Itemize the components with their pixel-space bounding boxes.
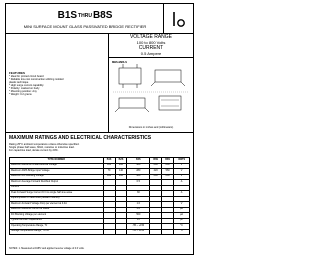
rating-note: Single phase half wave, 60Hz, resistive or inductive load. [9, 146, 75, 149]
value-cell: A [174, 180, 190, 186]
value-cell: °C [174, 224, 190, 230]
company-logo-icon [164, 4, 193, 34]
parameter-cell: Storage Temperature Range, TSTG [10, 229, 104, 235]
value-cell: 200 [115, 174, 127, 180]
feature-item: * Weight: 0.2 grams [9, 93, 32, 96]
value-cell: V [174, 163, 190, 169]
value-cell: pF [174, 218, 190, 224]
parameter-cell: Maximum Forward Voltage Drop per element at 0.4A [10, 202, 104, 208]
package-label: MBS-MBS-S [112, 61, 127, 64]
value-cell: 5.0 [127, 207, 150, 213]
feature-item: * Polarity: marked on body [9, 87, 40, 90]
value-cell [115, 229, 127, 235]
feature-item: * Mounting position: Any [9, 90, 37, 93]
page-subtitle: MINI SURFACE MOUNT GLASS PASSIVATED BRIDGE RECTIFIER [23, 24, 147, 29]
value-cell: V [174, 202, 190, 208]
value-cell [103, 229, 115, 235]
dimensions-note: Dimensions in inches and (millimeters) [128, 126, 174, 129]
value-cell: 280 [127, 169, 150, 175]
rating-note: Rating 25°C ambient temperature unless otherwise specified. [9, 143, 80, 146]
parameter-cell: Maximum Reverse Current at Rated [10, 207, 104, 213]
value-cell: 800 [162, 174, 174, 180]
col-type-number: TYPE NUMBER [10, 158, 104, 164]
value-cell: 500 [127, 213, 150, 219]
value-cell: 100 [103, 163, 115, 169]
voltage-range-value: 100 to 800 Volts [136, 40, 166, 45]
table-row [10, 229, 190, 235]
value-cell: 400 [127, 163, 150, 169]
parameter-cell: Peak Forward Surge Current 8.3 ms single half sine-wave [10, 191, 104, 197]
col-b1s: B1S [103, 158, 115, 164]
col-units: UNITS [174, 158, 190, 164]
parameter-cell: Maximum Recurrent Peak Reverse Voltage [10, 163, 104, 169]
parameter-cell: Maximum DC Blocking Voltage [10, 174, 104, 180]
features-column [6, 34, 109, 132]
ratings-table [9, 157, 190, 235]
page-title [6, 11, 164, 21]
max-ratings-section [6, 132, 193, 254]
footnote: NOTES: 1. Measured at 1MHz and applied reverse voltage of 4.0 volts. [9, 247, 85, 250]
value-cell: 420 [150, 169, 162, 175]
parameter-cell: Maximum Average Forward Rectified Output [10, 180, 104, 186]
parameter-cell: Current [10, 185, 104, 191]
col-b6s: B6S [150, 158, 162, 164]
value-cell: µA [174, 207, 190, 213]
feature-item: plastic technique [9, 81, 29, 84]
col-b2s: B2S [115, 158, 127, 164]
value-cell: 70 [103, 169, 115, 175]
value-cell: 600 [150, 174, 162, 180]
ratings-table-body [10, 163, 190, 235]
max-ratings-heading: MAXIMUM RATINGS AND ELECTRICAL CHARACTERISTICS [9, 135, 152, 141]
rating-note: For capacitive load, derate current by 20%. [9, 149, 59, 152]
col-b4s: B4S [127, 158, 150, 164]
value-cell: 1.0 [127, 202, 150, 208]
value-cell: 600 [150, 163, 162, 169]
part-from: B1S [57, 10, 78, 21]
value-cell: -55 ~ +150 [127, 224, 150, 230]
current-title: CURRENT [138, 45, 164, 51]
value-cell: 140 [115, 169, 127, 175]
col-b8s: B8S [162, 158, 174, 164]
value-cell: °C [174, 229, 190, 235]
parameter-cell: Operating Temperature Range, TJ [10, 224, 104, 230]
value-cell: 13 [127, 218, 150, 224]
current-value: 0.5 Ampere [140, 51, 162, 56]
value-cell: 30 [127, 191, 150, 197]
datasheet-page [5, 3, 194, 255]
logo-block [164, 4, 193, 34]
value-cell: 400 [127, 174, 150, 180]
value-cell: 560 [162, 169, 174, 175]
feature-item: * High surge current capability [9, 84, 44, 87]
value-cell: V [174, 169, 190, 175]
ratings-summary [109, 34, 193, 58]
parameter-cell: Maximum RMS Bridge Input Voltage [10, 169, 104, 175]
feature-item: * Reliable low cost construction utilizing molded [9, 78, 64, 81]
value-cell: 800 [162, 163, 174, 169]
part-to: B8S [92, 10, 113, 21]
title-block [6, 4, 164, 34]
value-cell: V [174, 174, 190, 180]
thru-label: THRU [78, 13, 92, 19]
value-cell: 200 [115, 163, 127, 169]
value-cell: µA [174, 213, 190, 219]
package-outline-drawing [109, 64, 193, 128]
value-cell: 100 [103, 174, 115, 180]
parameter-cell: Typical Junction Capacitance [10, 218, 104, 224]
value-cell: 0.5 [127, 180, 150, 186]
package-drawing-area [109, 58, 193, 132]
voltage-range-title: VOLTAGE RANGE [129, 34, 173, 40]
value-cell: A [174, 191, 190, 197]
rating-notes [9, 143, 79, 152]
value-cell [162, 229, 174, 235]
value-cell [150, 229, 162, 235]
parameter-cell: superimposed on rated load (JEDEC method) [10, 196, 104, 202]
value-cell: -55 ~ +150 [127, 229, 150, 235]
parameter-cell: DC Blocking Voltage per element [10, 213, 104, 219]
features-title: FEATURES [9, 71, 25, 75]
features-list [9, 72, 64, 96]
feature-item: * Ideal for printed circuit board [9, 75, 44, 78]
